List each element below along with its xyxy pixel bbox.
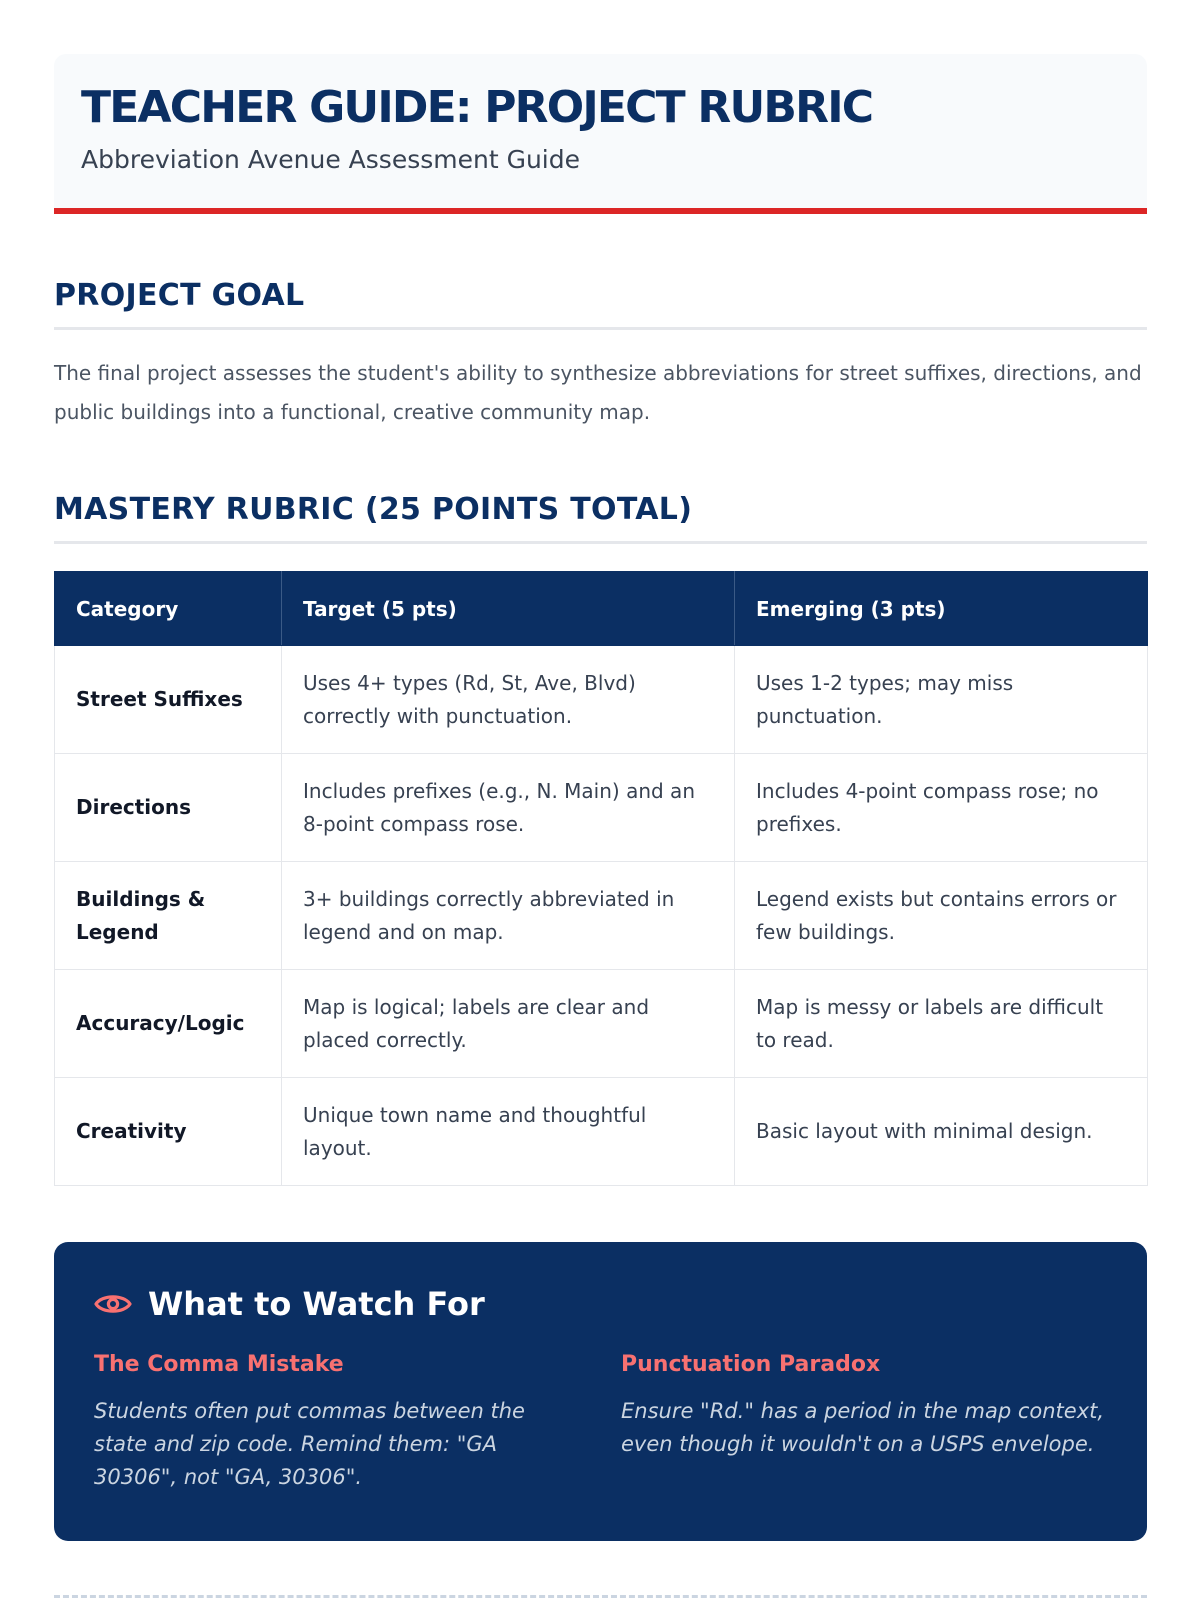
watch-for-callout — [54, 1242, 1147, 1541]
watch-for-title: What to Watch For — [148, 1285, 485, 1323]
emerging-cell: Map is messy or labels are difficult to read. — [735, 970, 1148, 1078]
category-cell: Street Suffixes — [55, 646, 282, 754]
teacher-guide-page — [54, 54, 1147, 1489]
column-header-category: Category — [55, 572, 282, 646]
rubric-header-row — [55, 572, 1148, 646]
rubric-heading: MASTERY RUBRIC (25 POINTS TOTAL) — [54, 490, 1147, 544]
eye-icon — [94, 1291, 132, 1317]
table-row — [55, 754, 1148, 862]
target-cell: Uses 4+ types (Rd, St, Ave, Blvd) correctly with punctuation. — [282, 646, 735, 754]
watch-item-title: Punctuation Paradox — [621, 1352, 881, 1377]
category-cell: Directions — [55, 754, 282, 862]
table-row — [55, 970, 1148, 1078]
table-row — [55, 862, 1148, 970]
page-title: TEACHER GUIDE: PROJECT RUBRIC — [81, 82, 873, 133]
watch-item-text: Students often put commas between the state and zip code. Remind them: "GA 30306", not "GA, 30306". — [94, 1399, 525, 1489]
table-row — [55, 646, 1148, 754]
emerging-cell: Uses 1-2 types; may miss punctuation. — [735, 646, 1148, 754]
emerging-cell: Legend exists but contains errors or few buildings. — [735, 862, 1148, 970]
guide-header — [54, 54, 1147, 214]
target-cell: 3+ buildings correctly abbreviated in legend and on map. — [282, 862, 735, 970]
rubric-table — [54, 571, 1148, 1186]
page-subtitle: Abbreviation Avenue Assessment Guide — [81, 145, 580, 174]
category-cell: Accuracy/Logic — [55, 970, 282, 1078]
target-cell: Map is logical; labels are clear and placed correctly. — [282, 970, 735, 1078]
watch-item-title: The Comma Mistake — [94, 1352, 344, 1377]
target-cell: Includes prefixes (e.g., N. Main) and an 8-point compass rose. — [282, 754, 735, 862]
category-cell: Buildings & Legend — [55, 862, 282, 970]
watch-for-title-row — [94, 1282, 485, 1326]
table-row — [55, 1078, 1148, 1186]
watch-item — [94, 1350, 578, 1494]
project-goal-heading: PROJECT GOAL — [54, 276, 1147, 330]
project-goal-text: The final project assesses the student's ability to synthesize abbreviations for street suffixes, directions, and public buildings into a functional, creative community map. — [54, 361, 1142, 424]
emerging-cell: Includes 4-point compass rose; no prefixes. — [735, 754, 1148, 862]
target-cell: Unique town name and thoughtful layout. — [282, 1078, 735, 1186]
emerging-cell: Basic layout with minimal design. — [735, 1078, 1148, 1186]
column-header-target: Target (5 pts) — [282, 572, 735, 646]
watch-item — [621, 1350, 1105, 1461]
category-cell: Creativity — [55, 1078, 282, 1186]
watch-item-text: Ensure "Rd." has a period in the map context, even though it wouldn't on a USPS envelope. — [621, 1399, 1105, 1456]
column-header-emerging: Emerging (3 pts) — [735, 572, 1148, 646]
section-divider — [54, 1595, 1147, 1598]
